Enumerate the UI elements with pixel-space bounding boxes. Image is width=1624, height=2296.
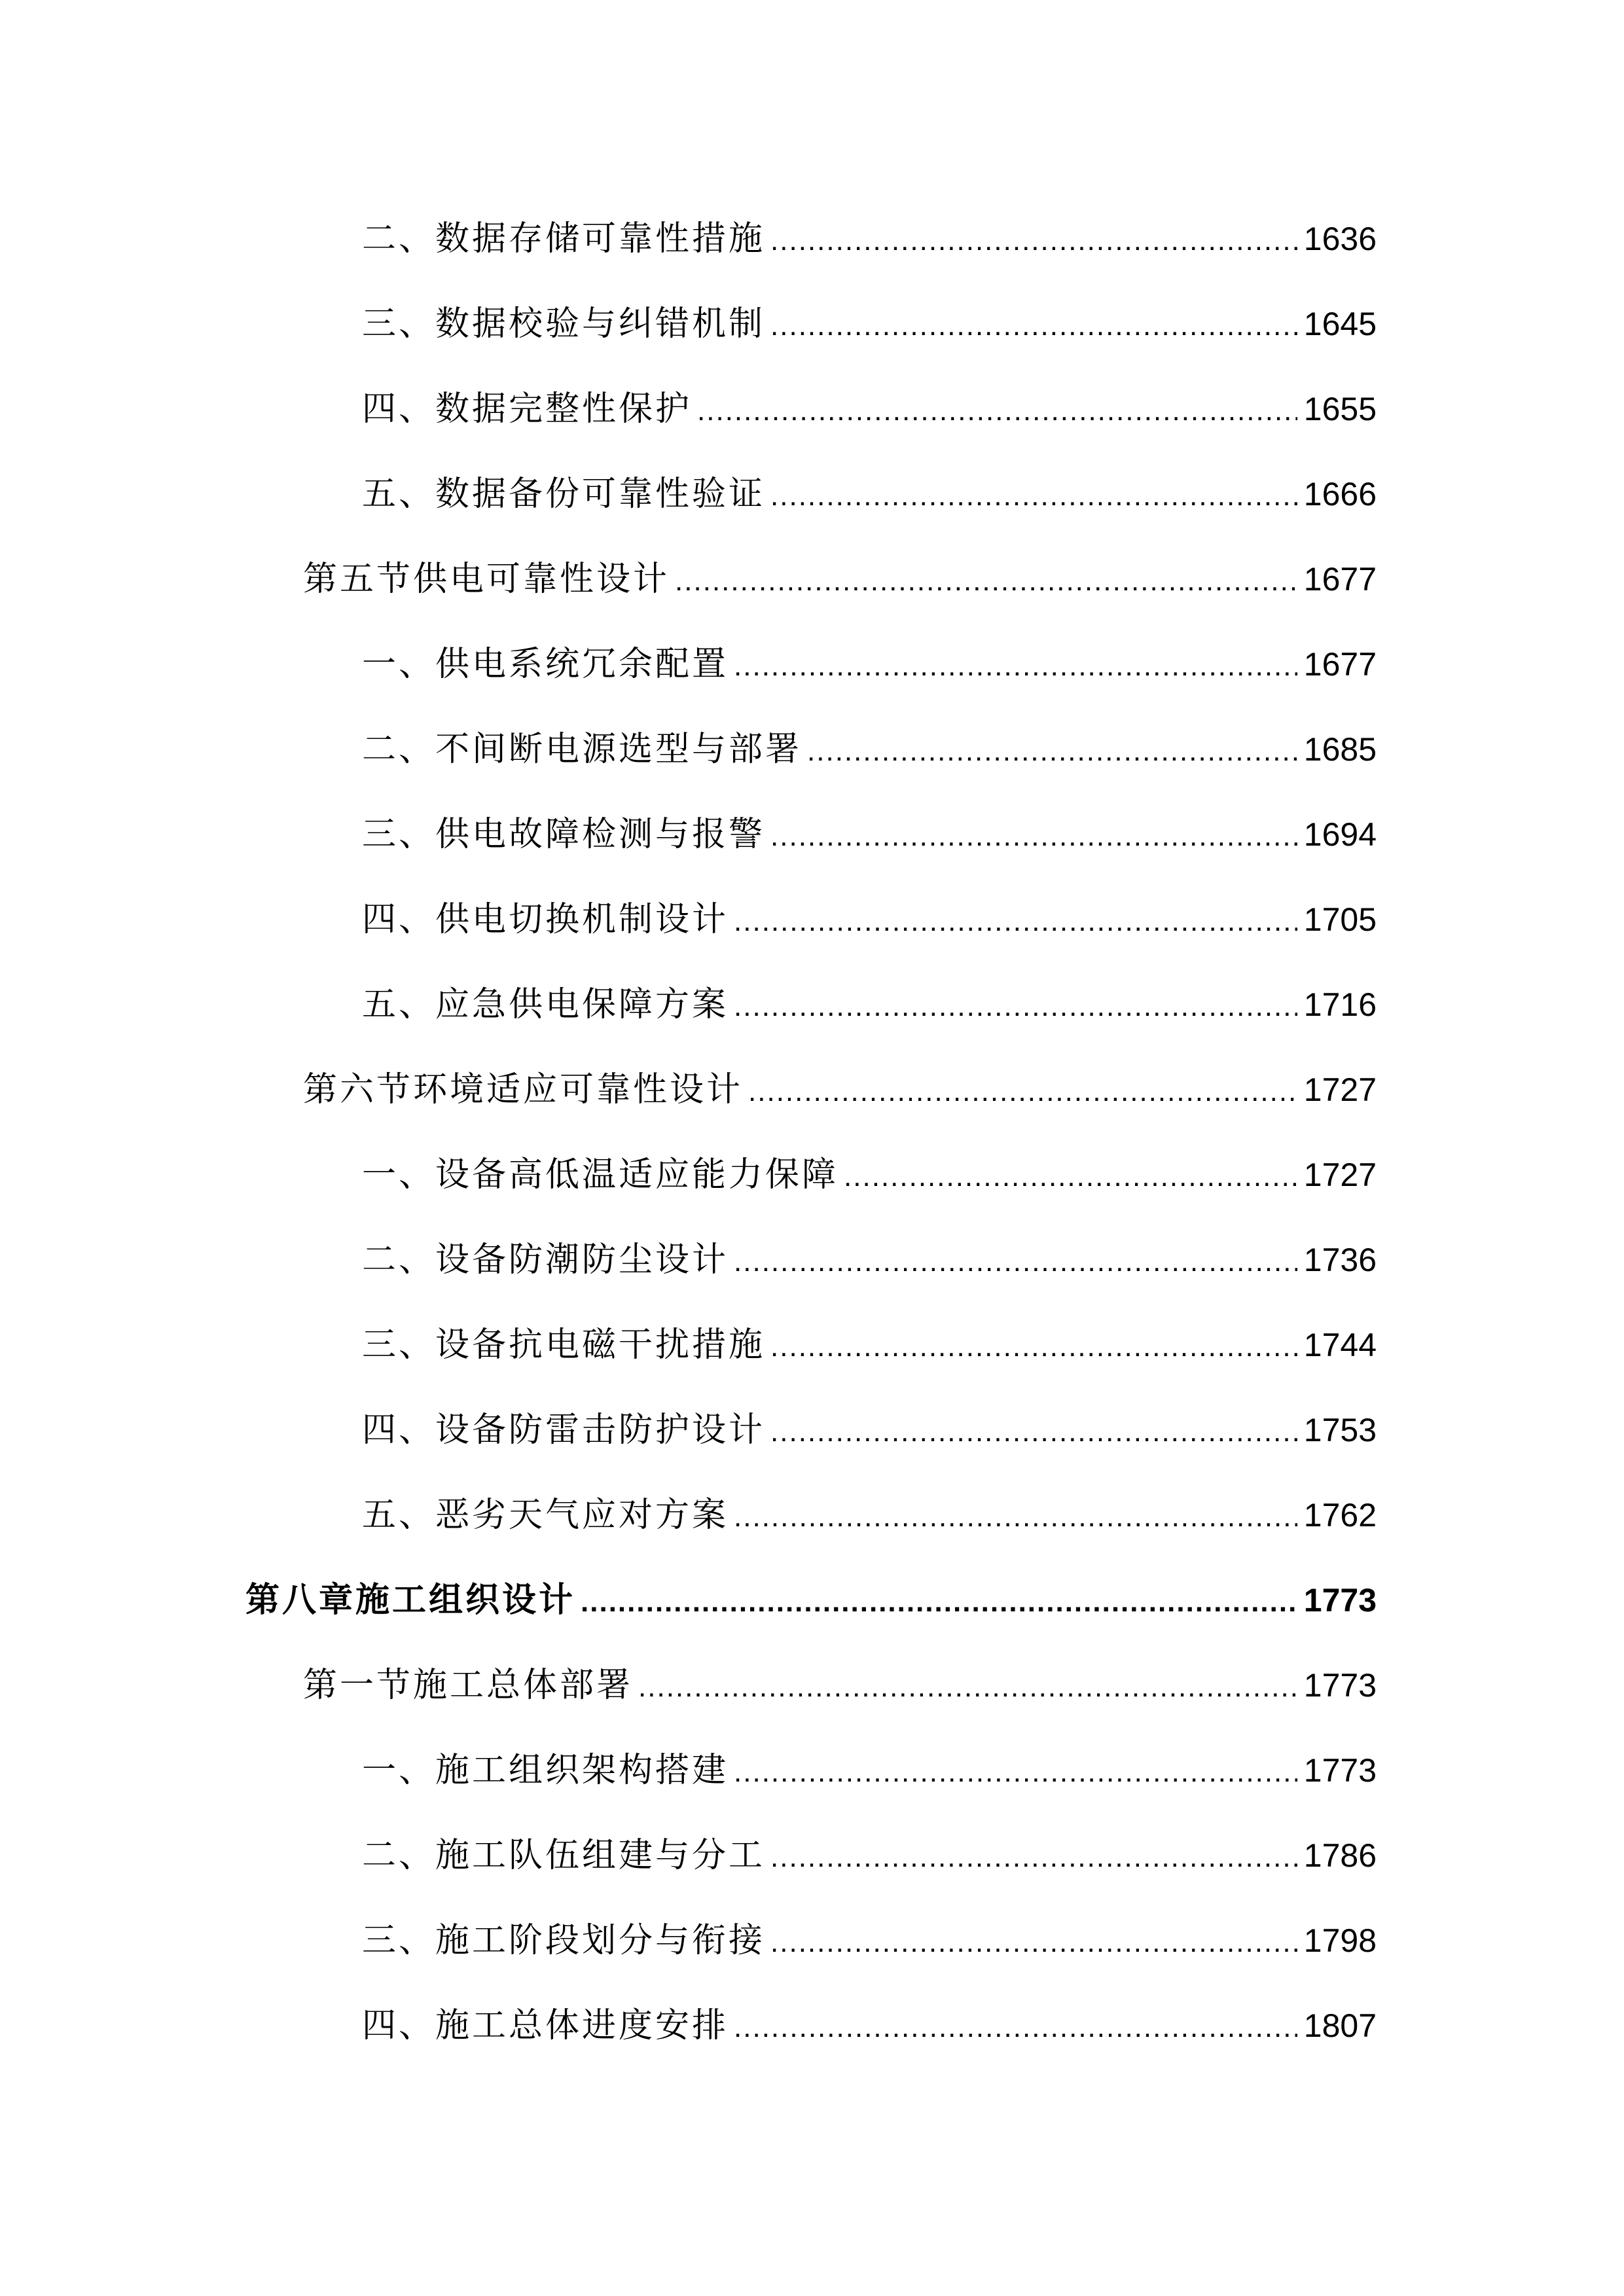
toc-entry-page: 1727 [1303, 1157, 1377, 1193]
toc-entry-title: 三、施工阶段划分与衔接 [362, 1921, 766, 1960]
toc-entry[interactable] [362, 2000, 1377, 2052]
toc-leader-dots [581, 1576, 1297, 1628]
toc-entry[interactable] [362, 1829, 1377, 1882]
toc-leader-dots [770, 1406, 1297, 1458]
toc-leader-dots [734, 2001, 1297, 2054]
toc-leader-dots [770, 1831, 1297, 1884]
toc-entry-page: 1736 [1303, 1242, 1377, 1278]
toc-leader-dots [697, 385, 1297, 437]
toc-entry-title: 三、设备抗电磁干扰措施 [362, 1325, 766, 1365]
toc-entry-title: 二、设备防潮防尘设计 [362, 1240, 729, 1280]
toc-entry[interactable] [362, 1914, 1377, 1967]
toc-entry-title: 五、应急供电保障方案 [362, 985, 729, 1024]
toc-entry[interactable] [362, 1489, 1377, 1541]
toc-entry-title: 一、设备高低温适应能力保障 [362, 1155, 839, 1194]
toc-entry[interactable] [362, 383, 1377, 435]
toc-leader-dots [734, 640, 1297, 692]
toc-entry-page: 1694 [1303, 816, 1377, 853]
toc-entry-title: 二、数据存储可靠性措施 [362, 219, 766, 259]
toc-entry-page: 1727 [1303, 1071, 1377, 1108]
toc-entry-title: 第六节环境适应可靠性设计 [303, 1070, 744, 1109]
toc-entry-page: 1773 [1303, 1667, 1377, 1704]
toc-entry[interactable] [303, 1064, 1377, 1116]
toc-entry-title: 一、施工组织架构搭建 [362, 1751, 729, 1790]
toc-entry-title: 四、设备防雷击防护设计 [362, 1410, 766, 1450]
toc-leader-dots [770, 1321, 1297, 1373]
toc-entry-page: 1677 [1303, 646, 1377, 683]
toc-entry-page: 1753 [1303, 1412, 1377, 1448]
toc-leader-dots [770, 215, 1297, 267]
toc-entry-page: 1807 [1303, 2007, 1377, 2044]
toc-entry[interactable] [362, 978, 1377, 1031]
toc-entry-page: 1798 [1303, 1922, 1377, 1959]
toc-entry-title: 一、供电系统冗余配置 [362, 645, 729, 684]
toc-entry-title: 第一节施工总体部署 [303, 1666, 634, 1705]
toc-leader-dots [638, 1661, 1297, 1713]
toc-entry[interactable] [362, 468, 1377, 520]
toc-leader-dots [807, 725, 1297, 778]
toc-entry-title: 四、供电切换机制设计 [362, 900, 729, 939]
toc-entry-title: 二、施工队伍组建与分工 [362, 1836, 766, 1875]
toc-entry-title: 五、恶劣天气应对方案 [362, 1496, 729, 1535]
toc-entry-title: 四、施工总体进度安排 [362, 2006, 729, 2045]
toc-entry-page: 1666 [1303, 476, 1377, 512]
toc-leader-dots [675, 555, 1297, 607]
toc-entry-page: 1705 [1303, 901, 1377, 938]
toc-entry-title: 二、不间断电源选型与部署 [362, 730, 803, 769]
toc-leader-dots [844, 1151, 1297, 1203]
toc-entry[interactable] [362, 723, 1377, 776]
toc-leader-dots [770, 300, 1297, 352]
toc-entry[interactable] [362, 1744, 1377, 1797]
toc-entry[interactable] [362, 298, 1377, 350]
toc-entry[interactable] [303, 553, 1377, 605]
toc-entry[interactable] [362, 893, 1377, 946]
toc-entry-page: 1677 [1303, 561, 1377, 598]
toc-entry[interactable] [362, 1234, 1377, 1286]
toc-leader-dots [734, 895, 1297, 948]
toc-entry-title: 三、供电故障检测与报警 [362, 815, 766, 854]
toc-entry-page: 1744 [1303, 1327, 1377, 1363]
toc-leader-dots [770, 1916, 1297, 1969]
toc-entry-title: 第八章施工组织设计 [245, 1580, 576, 1620]
toc-entry-title: 第五节供电可靠性设计 [303, 560, 670, 599]
toc-leader-dots [770, 810, 1297, 863]
toc-entry[interactable] [303, 1659, 1377, 1712]
toc-entry[interactable] [362, 1404, 1377, 1456]
toc-leader-dots [734, 1236, 1297, 1288]
toc-entry-title: 四、数据完整性保护 [362, 389, 693, 429]
toc-entry-title: 三、数据校验与纠错机制 [362, 304, 766, 344]
toc-entry-title: 五、数据备份可靠性验证 [362, 475, 766, 514]
toc-entry-page: 1773 [1303, 1752, 1377, 1789]
toc-entry[interactable] [245, 1574, 1377, 1626]
toc-entry-page: 1636 [1303, 221, 1377, 257]
toc-entry-page: 1685 [1303, 731, 1377, 768]
toc-entry-page: 1716 [1303, 986, 1377, 1023]
toc-entry-page: 1762 [1303, 1497, 1377, 1534]
toc-entry-page: 1655 [1303, 391, 1377, 427]
toc-entry-page: 1773 [1303, 1582, 1377, 1619]
toc-entry-page: 1786 [1303, 1837, 1377, 1874]
toc-entry[interactable] [362, 213, 1377, 265]
toc-entry[interactable] [362, 1319, 1377, 1371]
toc-leader-dots [734, 980, 1297, 1033]
toc-entry-page: 1645 [1303, 306, 1377, 342]
toc-leader-dots [748, 1066, 1297, 1118]
toc-entry[interactable] [362, 638, 1377, 691]
toc-entry[interactable] [362, 1149, 1377, 1201]
toc-leader-dots [734, 1491, 1297, 1543]
toc-leader-dots [770, 470, 1297, 522]
toc-entry[interactable] [362, 808, 1377, 861]
toc-leader-dots [734, 1746, 1297, 1799]
